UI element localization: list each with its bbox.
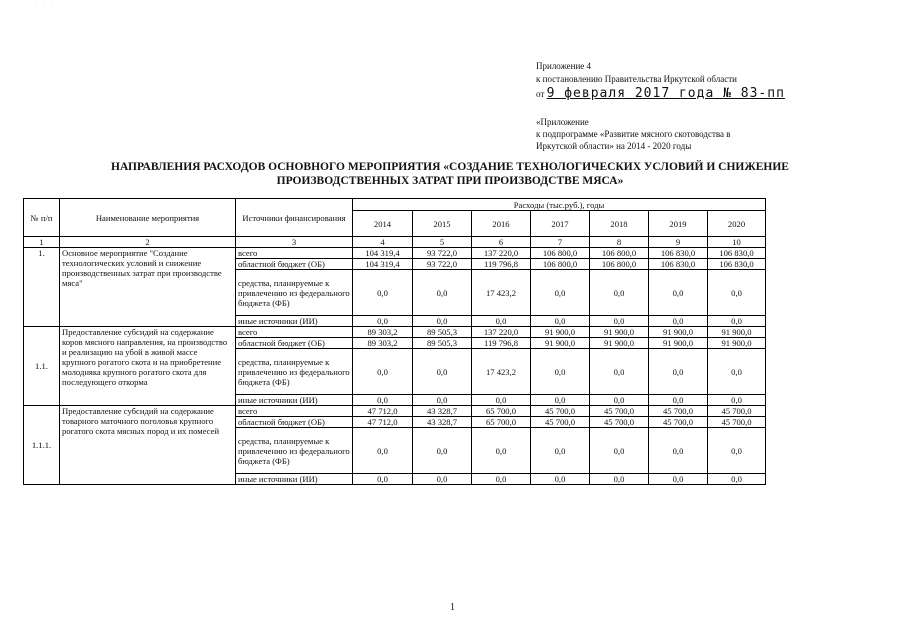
expense-value: 45 700,0 (708, 417, 766, 428)
expense-value: 0,0 (708, 474, 766, 485)
header-name: Наименование мероприятия (60, 199, 236, 237)
column-index: 9 (649, 237, 708, 248)
table-row (24, 248, 766, 259)
expense-value: 106 800,0 (590, 248, 649, 259)
expense-value: 91 900,0 (531, 327, 590, 338)
funding-source: всего (236, 248, 353, 259)
sub-appendix-line2: к подпрограмме «Развитие мясного скотоводства в (536, 129, 731, 139)
column-index: 5 (413, 237, 472, 248)
expense-value: 0,0 (531, 428, 590, 474)
item-name: Предоставление субсидий на содержание коров мясного направления, на производство и реализацию на убой в живой массе крупного рогатого скота и на приобретение молодняка крупного рогатого скота для последующего откорма (60, 327, 236, 406)
expense-value: 0,0 (531, 349, 590, 395)
expense-value: 106 830,0 (649, 259, 708, 270)
expense-value: 91 900,0 (708, 338, 766, 349)
funding-source: всего (236, 406, 353, 417)
sub-appendix-title: «Приложение (536, 117, 589, 127)
expense-value: 45 700,0 (531, 417, 590, 428)
document-title-line2: ПРОИЗВОДСТВЕННЫХ ЗАТРАТ ПРИ ПРОИЗВОДСТВЕ МЯСА» (276, 175, 624, 187)
expense-value: 0,0 (649, 316, 708, 327)
column-index: 8 (590, 237, 649, 248)
expense-value: 65 700,0 (472, 406, 531, 417)
expense-value: 0,0 (353, 428, 413, 474)
decree-handwritten-date: 9 февраля 2017 года № 83-пп (546, 86, 785, 101)
expense-value: 0,0 (590, 270, 649, 316)
expense-value: 45 700,0 (708, 406, 766, 417)
expense-value: 0,0 (708, 428, 766, 474)
expense-value: 0,0 (353, 316, 413, 327)
expense-value: 106 830,0 (708, 259, 766, 270)
expense-value: 45 700,0 (590, 417, 649, 428)
scan-artifact: · · · · · (28, 4, 62, 10)
funding-source: областной бюджет (ОБ) (236, 338, 353, 349)
item-number: 1.1. (24, 327, 60, 406)
expense-value: 137 220,0 (472, 327, 531, 338)
expense-value: 0,0 (590, 349, 649, 395)
expense-value: 0,0 (353, 474, 413, 485)
column-index: 10 (708, 237, 766, 248)
expense-value: 0,0 (590, 316, 649, 327)
expense-value: 106 830,0 (708, 248, 766, 259)
expense-value: 0,0 (649, 428, 708, 474)
expense-value: 0,0 (708, 349, 766, 395)
expense-value: 43 328,7 (413, 417, 472, 428)
appendix-title: Приложение 4 (536, 61, 592, 71)
expense-value: 106 830,0 (649, 248, 708, 259)
sub-appendix-line3: Иркутской области» на 2014 - 2020 годы (536, 141, 692, 151)
expense-value: 0,0 (531, 270, 590, 316)
expense-value: 119 796,8 (472, 338, 531, 349)
expense-value: 45 700,0 (531, 406, 590, 417)
expense-value: 47 712,0 (353, 406, 413, 417)
expense-value: 137 220,0 (472, 248, 531, 259)
expense-value: 89 303,2 (353, 338, 413, 349)
year-header: 2019 (649, 211, 708, 237)
decree-line (536, 86, 785, 101)
expense-value: 106 800,0 (590, 259, 649, 270)
expense-value: 93 722,0 (413, 248, 472, 259)
year-header: 2017 (531, 211, 590, 237)
expense-value: 0,0 (649, 395, 708, 406)
expense-value: 0,0 (413, 474, 472, 485)
expense-value: 106 800,0 (531, 248, 590, 259)
expense-value: 89 505,3 (413, 338, 472, 349)
document-title-line1: НАПРАВЛЕНИЯ РАСХОДОВ ОСНОВНОГО МЕРОПРИЯТИЯ «СОЗДАНИЕ ТЕХНОЛОГИЧЕСКИХ УСЛОВИЙ И СНИЖЕНИЕ (111, 161, 789, 173)
expense-value: 45 700,0 (590, 406, 649, 417)
expense-value: 17 423,2 (472, 270, 531, 316)
column-index: 6 (472, 237, 531, 248)
year-header: 2014 (353, 211, 413, 237)
expense-value: 0,0 (649, 349, 708, 395)
expense-value: 0,0 (708, 316, 766, 327)
expense-value: 45 700,0 (649, 406, 708, 417)
expense-value: 17 423,2 (472, 349, 531, 395)
expense-value: 0,0 (649, 474, 708, 485)
column-index: 7 (531, 237, 590, 248)
decree-prefix: от (536, 89, 545, 99)
column-index-row (24, 237, 766, 248)
column-index: 3 (236, 237, 353, 248)
expense-value: 0,0 (472, 428, 531, 474)
document-title (40, 160, 860, 188)
funding-source: всего (236, 327, 353, 338)
header-expenses: Расходы (тыс.руб.), годы (353, 199, 766, 211)
expense-value: 91 900,0 (590, 338, 649, 349)
funding-source: областной бюджет (ОБ) (236, 259, 353, 270)
year-header: 2016 (472, 211, 531, 237)
expense-value: 0,0 (649, 270, 708, 316)
expense-value: 0,0 (590, 474, 649, 485)
appendix-reference: к постановлению Правительства Иркутской области (536, 74, 737, 84)
expense-value: 0,0 (353, 349, 413, 395)
funding-source: средства, планируемые к привлечению из федерального бюджета (ФБ) (236, 349, 353, 395)
expense-value: 91 900,0 (649, 327, 708, 338)
expense-value: 0,0 (472, 395, 531, 406)
expense-value: 65 700,0 (472, 417, 531, 428)
expense-value: 93 722,0 (413, 259, 472, 270)
expense-value: 0,0 (353, 395, 413, 406)
expense-value: 0,0 (708, 270, 766, 316)
year-header: 2020 (708, 211, 766, 237)
expenses-table (23, 198, 766, 485)
expense-value: 43 328,7 (413, 406, 472, 417)
header-source: Источники финансирования (236, 199, 353, 237)
expense-value: 89 505,3 (413, 327, 472, 338)
expense-value: 91 900,0 (708, 327, 766, 338)
expense-value: 119 796,8 (472, 259, 531, 270)
expense-value: 0,0 (708, 395, 766, 406)
expense-value: 0,0 (472, 474, 531, 485)
expense-value: 0,0 (590, 428, 649, 474)
table-row (24, 327, 766, 338)
year-header: 2015 (413, 211, 472, 237)
expense-value: 0,0 (353, 270, 413, 316)
expense-value: 0,0 (531, 395, 590, 406)
expense-value: 0,0 (472, 316, 531, 327)
funding-source: иные источники (ИИ) (236, 395, 353, 406)
page-number: 1 (450, 602, 455, 613)
column-index: 2 (60, 237, 236, 248)
expense-value: 106 800,0 (531, 259, 590, 270)
expense-value: 91 900,0 (590, 327, 649, 338)
expense-value: 104 319,4 (353, 248, 413, 259)
funding-source: иные источники (ИИ) (236, 316, 353, 327)
column-index: 4 (353, 237, 413, 248)
funding-source: областной бюджет (ОБ) (236, 417, 353, 428)
item-number: 1. (24, 248, 60, 327)
expense-value: 0,0 (413, 395, 472, 406)
expense-value: 0,0 (590, 395, 649, 406)
year-header: 2018 (590, 211, 649, 237)
item-number: 1.1.1. (24, 406, 60, 485)
funding-source: иные источники (ИИ) (236, 474, 353, 485)
expense-value: 0,0 (531, 316, 590, 327)
expense-value: 0,0 (413, 349, 472, 395)
expense-value: 0,0 (531, 474, 590, 485)
expense-value: 47 712,0 (353, 417, 413, 428)
item-name: Основное мероприятие "Создание технологических условий и снижение производственных затрат при производстве мяса" (60, 248, 236, 327)
expense-value: 0,0 (413, 428, 472, 474)
expense-value: 0,0 (413, 270, 472, 316)
expense-value: 91 900,0 (649, 338, 708, 349)
expense-value: 0,0 (413, 316, 472, 327)
expense-value: 91 900,0 (531, 338, 590, 349)
table-row (24, 406, 766, 417)
header-number: № п/п (24, 199, 60, 237)
column-index: 1 (24, 237, 60, 248)
funding-source: средства, планируемые к привлечению из федерального бюджета (ФБ) (236, 428, 353, 474)
funding-source: средства, планируемые к привлечению из федерального бюджета (ФБ) (236, 270, 353, 316)
expense-value: 104 319,4 (353, 259, 413, 270)
expense-value: 89 303,2 (353, 327, 413, 338)
item-name: Предоставление субсидий на содержание товарного маточного поголовья крупного рогатого скота мясных пород и их помесей (60, 406, 236, 485)
expense-value: 45 700,0 (649, 417, 708, 428)
